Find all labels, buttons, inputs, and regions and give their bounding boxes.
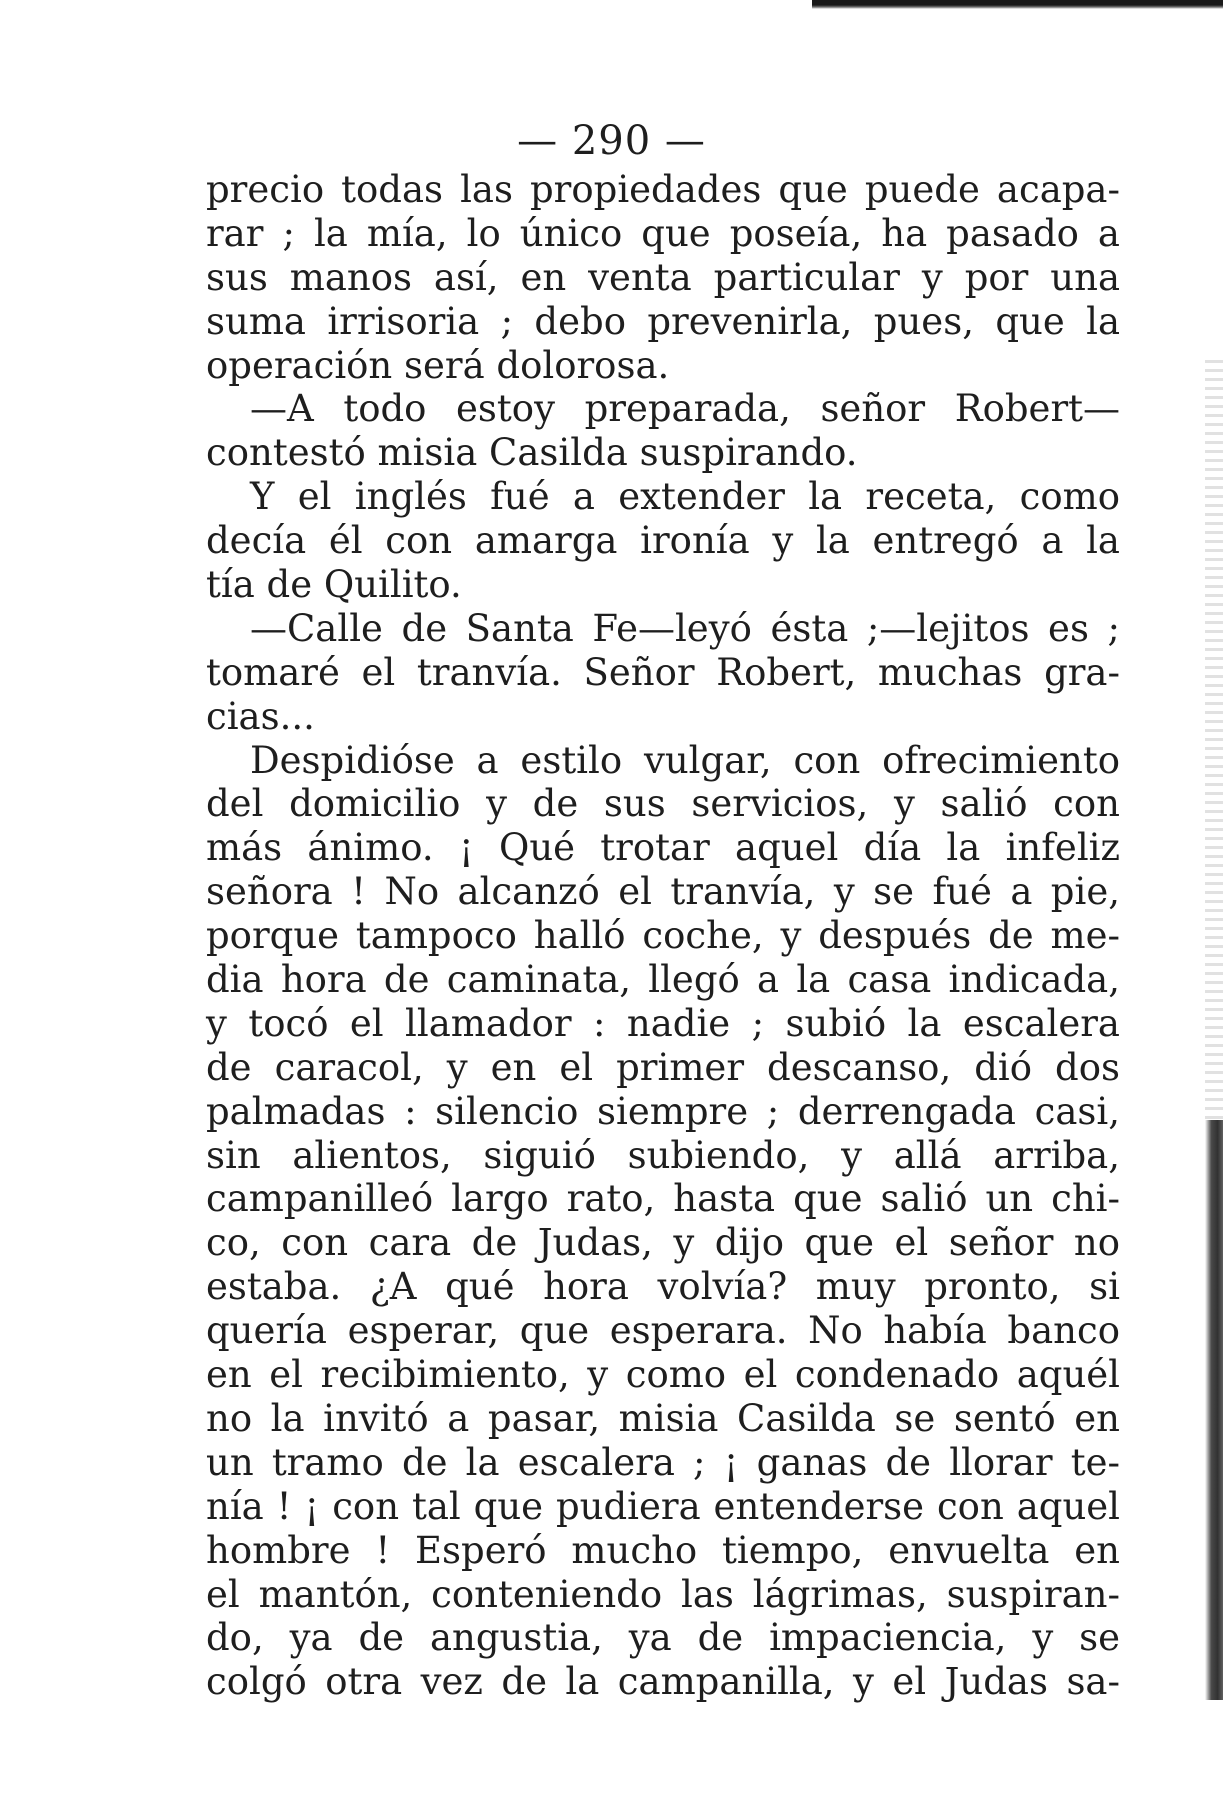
text-line: un tramo de la escalera ; ¡ ganas de llorar te- — [206, 1440, 1120, 1484]
top-edge-rule — [812, 0, 1223, 9]
text-line: rar ; la mía, lo único que poseía, ha pasado a — [206, 211, 1120, 255]
text-line: nía ! ¡ con tal que pudiera entenderse con aquel — [206, 1484, 1120, 1528]
text-line: sus manos así, en venta particular y por una — [206, 255, 1120, 299]
text-line: Y el inglés fué a extender la receta, como — [250, 475, 1120, 519]
text-line: estaba. ¿A qué hora volvía? muy pronto, si — [206, 1265, 1120, 1309]
text-line: co, con cara de Judas, y dijo que el señor no — [206, 1221, 1120, 1265]
text-line: más ánimo. ¡ Qué trotar aquel día la infeliz — [206, 826, 1120, 870]
text-line: de caracol, y en el primer descanso, dió dos — [206, 1045, 1120, 1089]
text-line: hombre ! Esperó mucho tiempo, envuelta en — [206, 1528, 1120, 1572]
page-body-text — [206, 168, 1120, 1704]
text-line: campanilleó largo rato, hasta que salió un chi- — [206, 1177, 1120, 1221]
text-line: no la invitó a pasar, misia Casilda se sentó en — [206, 1396, 1120, 1440]
text-line: el mantón, conteniendo las lágrimas, suspiran- — [206, 1572, 1120, 1616]
text-line: del domicilio y de sus servicios, y salió con — [206, 782, 1120, 826]
page-edge-shadow-dark — [1205, 1120, 1223, 1700]
text-line: —Calle de Santa Fe—leyó ésta ;—lejitos es ; — [250, 606, 1120, 650]
text-line: contestó misia Casilda suspirando. — [206, 431, 858, 475]
text-line: —A todo estoy preparada, señor Robert— — [250, 387, 1120, 431]
page-edge-shadow — [1205, 360, 1223, 1120]
text-line: en el recibimiento, y como el condenado aquél — [206, 1353, 1120, 1397]
text-line: porque tampoco halló coche, y después de me- — [206, 914, 1120, 958]
text-line: decía él con amarga ironía y la entregó a la — [206, 519, 1120, 563]
text-line: colgó otra vez de la campanilla, y el Judas sa- — [206, 1660, 1120, 1704]
text-line: palmadas : silencio siempre ; derrengada casi, — [206, 1089, 1120, 1133]
text-line: dia hora de caminata, llegó a la casa indicada, — [206, 958, 1120, 1002]
text-line: precio todas las propiedades que puede acapa- — [206, 168, 1120, 211]
text-line: operación será dolorosa. — [206, 343, 670, 387]
text-line: Despidióse a estilo vulgar, con ofrecimiento — [250, 738, 1120, 782]
text-line: suma irrisoria ; debo prevenirla, pues, que la — [206, 299, 1120, 343]
page-number: — 290 — — [517, 118, 706, 164]
text-line: do, ya de angustia, ya de impaciencia, y se — [206, 1616, 1120, 1660]
text-line: tía de Quilito. — [206, 563, 462, 607]
text-line: cias... — [206, 694, 315, 738]
text-line: tomaré el tranvía. Señor Robert, muchas gra- — [206, 650, 1120, 694]
text-line: señora ! No alcanzó el tranvía, y se fué a pie, — [206, 870, 1120, 914]
text-line: quería esperar, que esperara. No había banco — [206, 1309, 1120, 1353]
text-line: sin alientos, siguió subiendo, y allá arriba, — [206, 1133, 1120, 1177]
text-line: y tocó el llamador : nadie ; subió la escalera — [206, 1001, 1120, 1045]
